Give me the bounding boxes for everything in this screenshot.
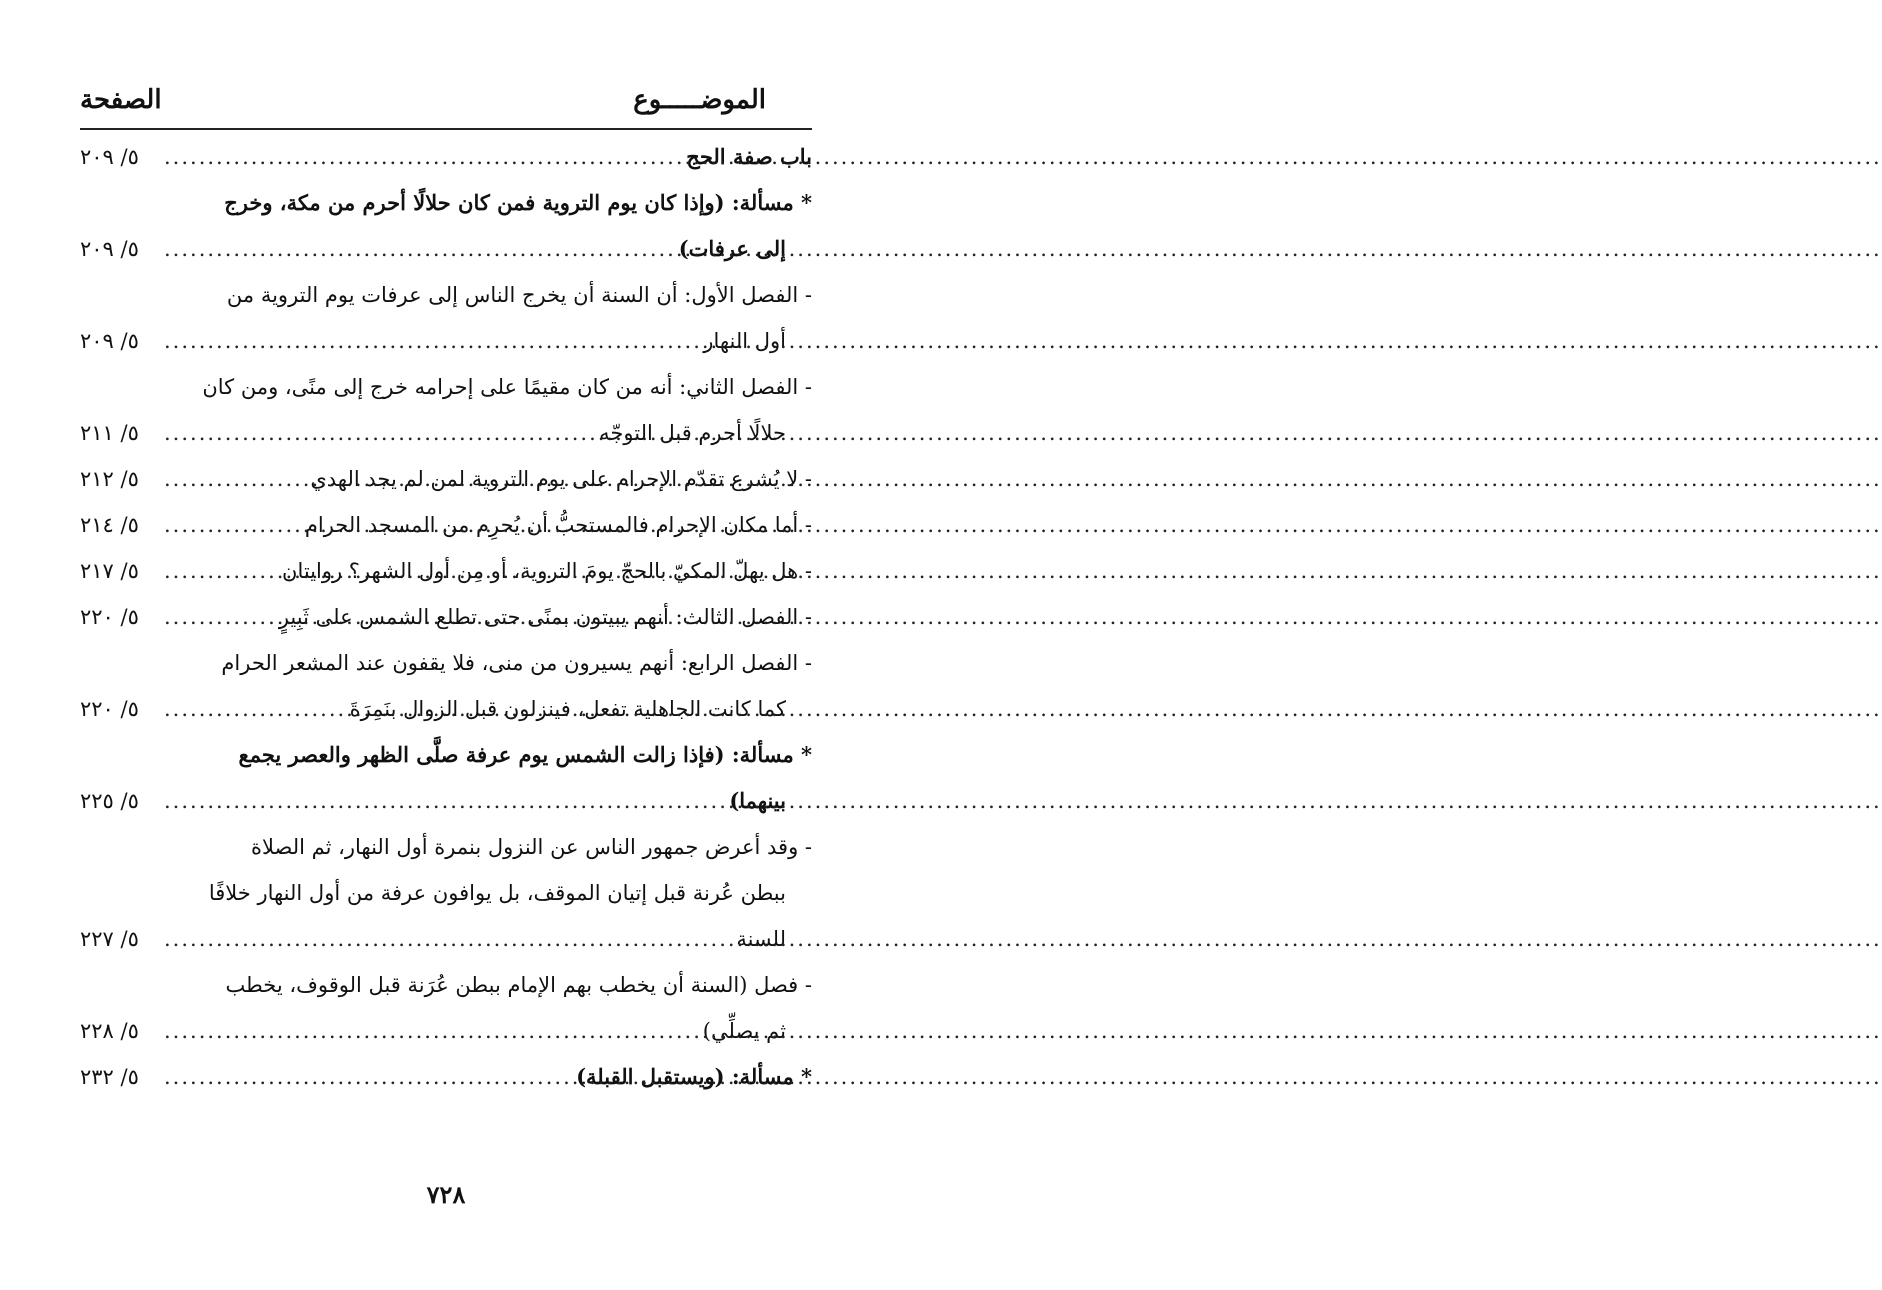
toc-entry-page: ٥/ ٢٣٢ bbox=[80, 1065, 139, 1089]
dot-leader bbox=[164, 916, 736, 962]
toc-line bbox=[80, 272, 812, 318]
toc-entry-text: * مسألة: (ويستقبل القبلة) bbox=[576, 1064, 812, 1089]
toc-entry-text: إلى عرفات) bbox=[678, 236, 786, 261]
toc-entry-page: ٥/ ٢٠٩ bbox=[80, 329, 139, 353]
dot-leader bbox=[164, 318, 703, 364]
toc-line bbox=[80, 870, 812, 916]
toc-line bbox=[80, 594, 812, 640]
toc-line bbox=[80, 180, 812, 226]
dot-leader bbox=[164, 226, 679, 272]
toc-entry-page: ٥/ ٢٢٠ bbox=[80, 605, 139, 629]
dot-leader bbox=[164, 456, 310, 502]
toc-entry-text: حلالًا أحرم قبل التوجّه bbox=[599, 421, 786, 445]
toc-line bbox=[80, 134, 812, 180]
toc-entry-text: ببطن عُرنة قبل إتيان الموقف، بل يوافون عرفة من أول النهار خلافًا bbox=[208, 881, 786, 905]
toc-entry-page: ٥/ ٢٢٧ bbox=[80, 927, 139, 951]
toc-line bbox=[80, 364, 812, 410]
toc-line bbox=[80, 640, 812, 686]
toc-entry-text: كما كانت الجاهلية تفعل، فينزلون قبل الزوال بنَمِرَةَ bbox=[349, 697, 786, 721]
dot-leader bbox=[164, 1054, 576, 1100]
toc-entry-text: - لا يُشرع تقدّم الإحرام على يوم التروية لمن لم يجد الهدي bbox=[310, 467, 812, 491]
toc-entry-text: - الفصل الثاني: أنه من كان مقيمًا على إحرامه خرج إلى منًى، ومن كان bbox=[202, 375, 812, 399]
document-page bbox=[80, 0, 812, 1290]
toc-line bbox=[80, 686, 812, 732]
toc-line bbox=[80, 732, 812, 778]
toc-entry-page: ٥/ ٢١٤ bbox=[80, 513, 139, 537]
toc-entry-text: للسنة bbox=[736, 927, 786, 951]
header-topic: الموضـــــوع bbox=[633, 85, 766, 115]
toc-line bbox=[80, 1054, 812, 1100]
toc-entry-page: ٥/ ٢٠٩ bbox=[80, 145, 139, 169]
toc-line bbox=[80, 502, 812, 548]
toc-line bbox=[80, 226, 812, 272]
toc-entry-page: ٥/ ٢١٧ bbox=[80, 559, 139, 583]
toc-entry-text: - الفصل الأول: أن السنة أن يخرج الناس إلى عرفات يوم التروية من bbox=[226, 283, 812, 307]
page-number: ٧٢٨ bbox=[426, 1180, 466, 1209]
header-page: الصفحة bbox=[80, 85, 162, 115]
toc-entry-text: - فصل (السنة أن يخطب بهم الإمام ببطن عُرَنة قبل الوقوف، يخطب bbox=[225, 973, 812, 997]
toc-entries bbox=[80, 134, 812, 1100]
toc-entry-page: ٥/ ٢١٢ bbox=[80, 467, 139, 491]
toc-line bbox=[80, 962, 812, 1008]
toc-line bbox=[80, 824, 812, 870]
toc-entry-text: بينهما) bbox=[729, 788, 786, 813]
toc-entry-page: ٥/ ٢٢٥ bbox=[80, 789, 139, 813]
dot-leader bbox=[164, 410, 599, 456]
toc-line bbox=[80, 456, 812, 502]
dot-leader bbox=[164, 134, 686, 180]
toc-line bbox=[80, 778, 812, 824]
header-rule bbox=[80, 128, 812, 130]
dot-leader bbox=[164, 686, 350, 732]
toc-line bbox=[80, 548, 812, 594]
toc-line bbox=[80, 410, 812, 456]
toc-entry-text: ثم يصلِّي) bbox=[702, 1019, 786, 1043]
toc-entry-text: - الفصل الرابع: أنهم يسيرون من منى، فلا يقفون عند المشعر الحرام bbox=[221, 651, 812, 675]
toc-entry-text: * مسألة: (فإذا زالت الشمس يوم عرفة صلَّى الظهر والعصر يجمع bbox=[238, 742, 812, 767]
toc-line bbox=[80, 1008, 812, 1054]
toc-entry-page: ٥/ ٢٢٨ bbox=[80, 1019, 139, 1043]
toc-entry-page: ٥/ ٢٢٠ bbox=[80, 697, 139, 721]
toc-entry-text: أول النهار bbox=[703, 329, 786, 353]
toc-entry-text: - هل يهلّ المكيّ بالحجّ يومَ التروية، أو مِن أول الشهر؟ روايتان bbox=[282, 559, 812, 583]
dot-leader bbox=[164, 594, 279, 640]
toc-entry-text: باب صفة الحج bbox=[686, 144, 812, 169]
toc-entry-text: - وقد أعرض جمهور الناس عن النزول بنمرة أول النهار، ثم الصلاة bbox=[250, 835, 812, 859]
toc-line bbox=[80, 916, 812, 962]
dot-leader bbox=[164, 778, 729, 824]
toc-header bbox=[80, 76, 812, 124]
toc-entry-text: - الفصل الثالث: أنهم يبيتون بمنًى حتى تطلع الشمس على ثَبِيرٍ bbox=[278, 605, 812, 629]
toc-entry-text: - أما مكان الإحرام فالمستحبُّ أن يُحرِم من المسجد الحرام bbox=[304, 513, 812, 537]
dot-leader bbox=[164, 502, 305, 548]
dot-leader bbox=[164, 548, 282, 594]
toc-entry-page: ٥/ ٢٠٩ bbox=[80, 237, 139, 261]
toc-line bbox=[80, 318, 812, 364]
toc-entry-text: * مسألة: (وإذا كان يوم التروية فمن كان حلالًا أحرم من مكة، وخرج bbox=[224, 190, 812, 215]
dot-leader bbox=[164, 1008, 703, 1054]
toc-entry-page: ٥/ ٢١١ bbox=[80, 421, 139, 445]
